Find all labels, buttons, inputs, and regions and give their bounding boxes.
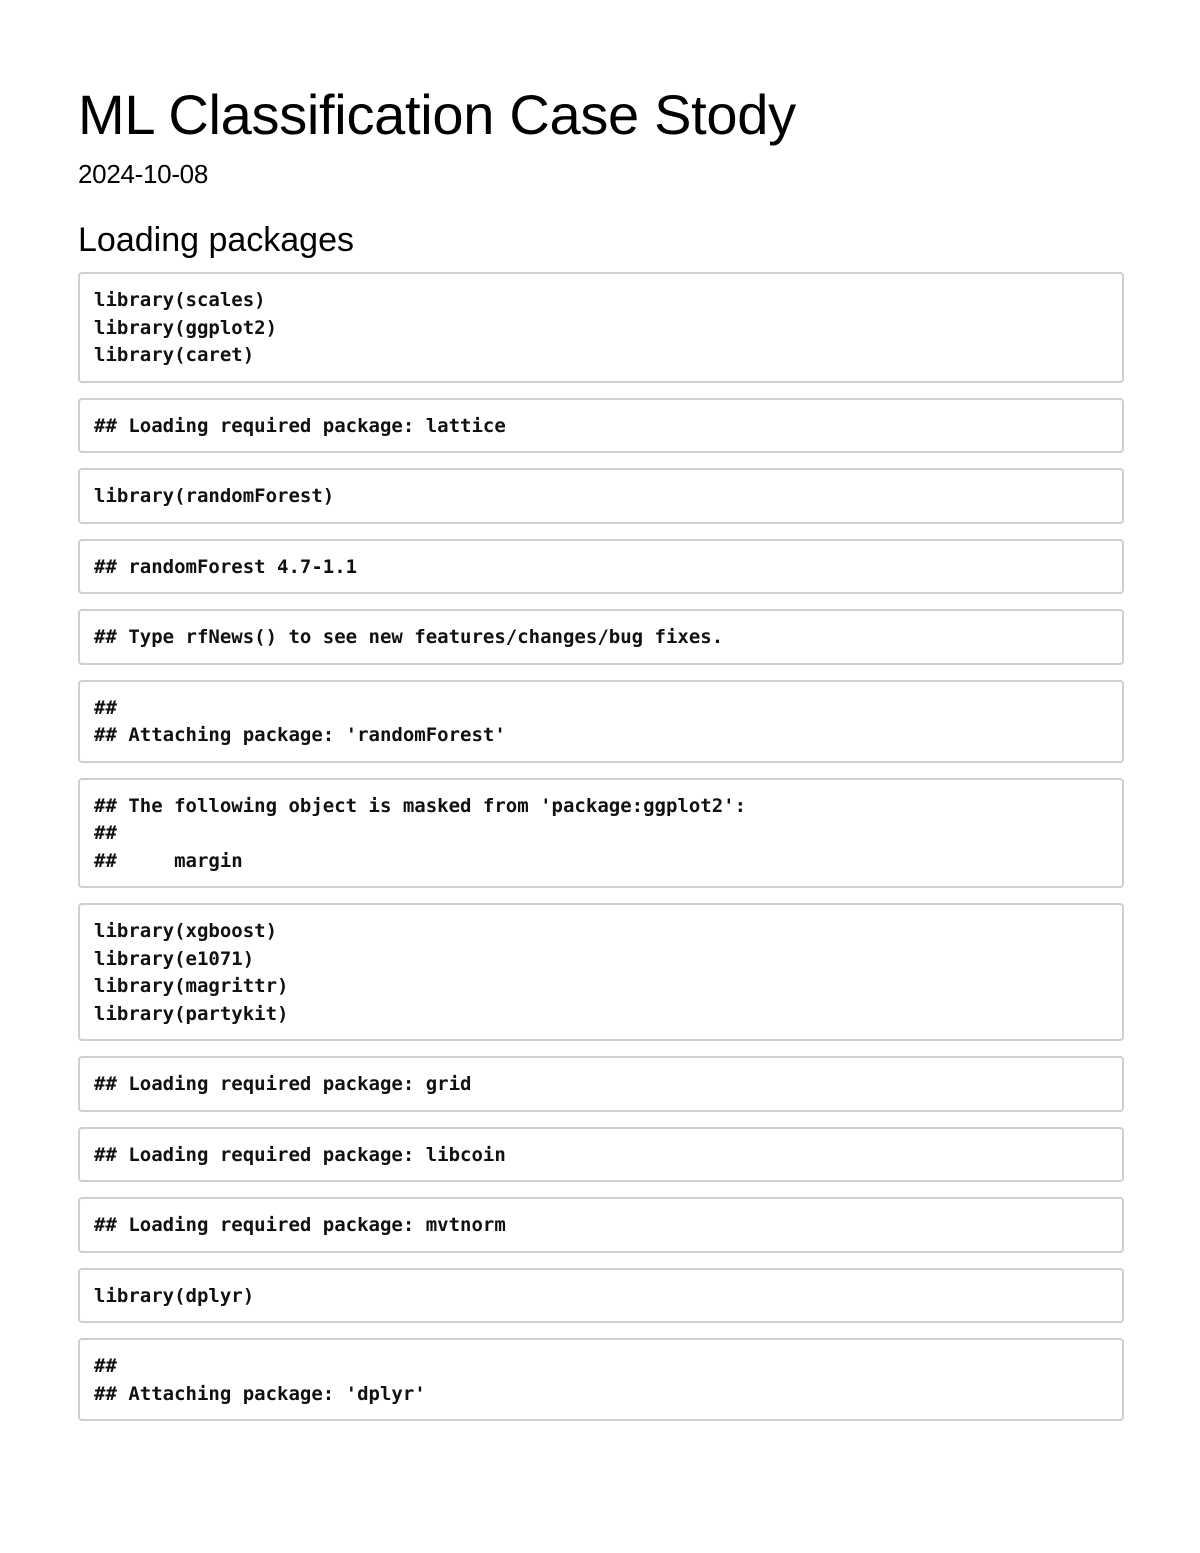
output-chunk — [78, 398, 1124, 454]
code-line: library(e1071) — [94, 947, 255, 970]
output-line: ## Loading required package: libcoin — [94, 1143, 506, 1166]
code-chunk — [78, 468, 1124, 524]
code-chunk — [78, 903, 1124, 1041]
code-line: library(scales) — [94, 289, 266, 311]
output-line: ## randomForest 4.7-1.1 — [94, 555, 358, 578]
output-line: ## — [94, 1355, 117, 1377]
output-chunk — [78, 609, 1124, 665]
document-date: 2024-10-08 — [78, 159, 208, 189]
output-line: ## Loading required package: lattice — [94, 414, 506, 437]
output-chunk — [78, 778, 1124, 889]
code-line: library(magrittr) — [94, 975, 289, 997]
output-line: ## Type rfNews() to see new features/changes/bug fixes. — [94, 626, 724, 648]
output-chunk — [78, 1127, 1124, 1183]
output-chunk — [78, 1056, 1124, 1112]
output-chunk — [78, 1338, 1124, 1421]
code-line: library(xgboost) — [94, 920, 278, 942]
document-title: ML Classification Case Stody — [78, 83, 796, 146]
code-line: library(partykit) — [94, 1002, 289, 1025]
code-line: library(ggplot2) — [94, 316, 278, 339]
code-chunk — [78, 1268, 1124, 1324]
section-heading-loading-packages: Loading packages — [78, 221, 355, 259]
code-line: library(randomForest) — [94, 485, 335, 507]
code-line: library(caret) — [94, 344, 255, 366]
output-line: ## — [94, 822, 117, 844]
output-chunk — [78, 680, 1124, 763]
output-line: ## Attaching package: 'dplyr' — [94, 1382, 426, 1405]
output-line: ## margin — [94, 849, 243, 872]
output-line: ## Loading required package: mvtnorm — [94, 1214, 506, 1236]
output-line: ## Attaching package: 'randomForest' — [94, 724, 506, 746]
output-line: ## The following object is masked from 'package:ggplot2': — [94, 794, 747, 817]
output-chunk — [78, 539, 1124, 595]
output-chunk — [78, 1197, 1124, 1253]
output-line: ## — [94, 696, 117, 719]
code-chunk — [78, 272, 1124, 383]
code-line: library(dplyr) — [94, 1284, 255, 1307]
output-line: ## Loading required package: grid — [94, 1073, 472, 1095]
code-blocks-list — [78, 272, 1124, 1436]
